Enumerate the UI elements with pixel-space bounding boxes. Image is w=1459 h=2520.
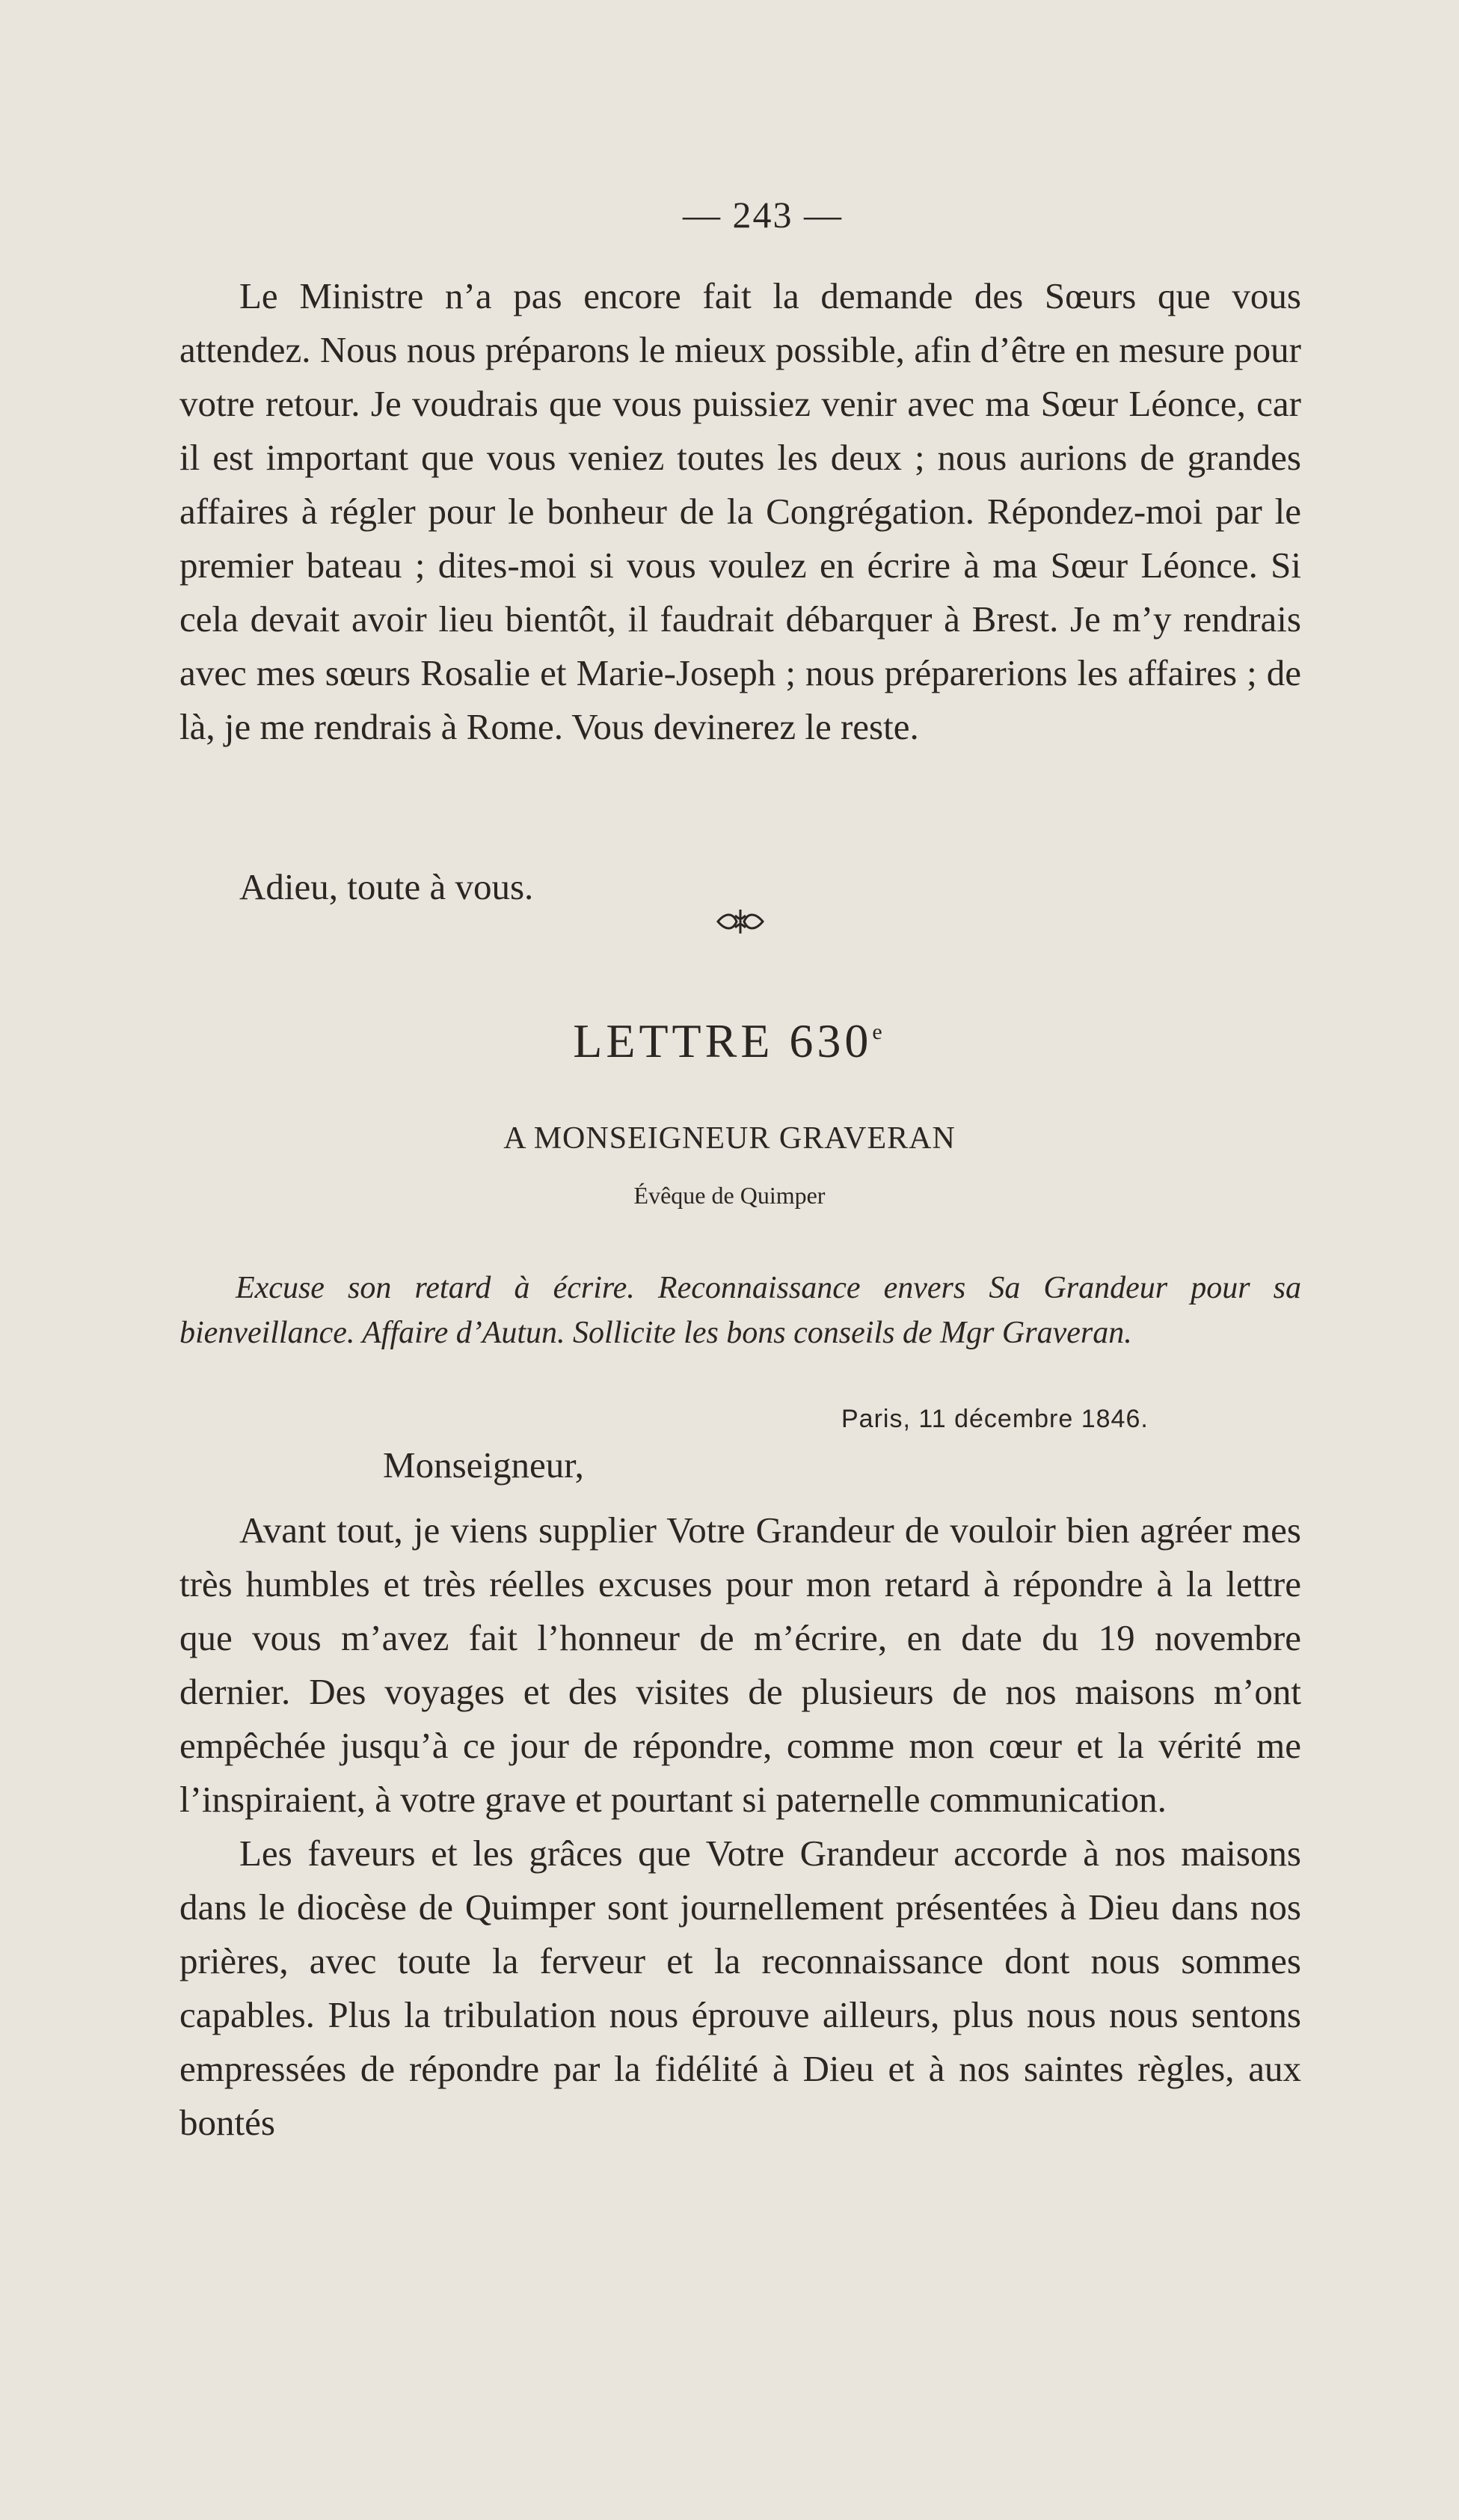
previous-letter-ending xyxy=(179,269,1301,754)
letter-salutation: Monseigneur, xyxy=(383,1444,584,1486)
letter-summary: Excuse son retard à écrire. Reconnaissance envers Sa Grandeur pour sa bienveillance. Affaire d’Autun. Sollicite les bons conseils de Mgr Graveran. xyxy=(179,1271,1301,1350)
letter-body xyxy=(179,1503,1301,2150)
letter-paragraph: Les faveurs et les grâces que Votre Grandeur accorde à nos maisons dans le diocèse de Quimper sont journellement présentées à Dieu dans nos prières, avec toute la ferveur et la reconnaissance dont nous sommes capables. Plus la tribulation nous éprouve ailleurs, plus nous nous sentons empressées de répondre par la fidélité à Dieu et à nos saintes règles, aux bontés xyxy=(179,1833,1301,2143)
letter-title-superscript: e xyxy=(872,1020,886,1044)
page-number: — 243 — xyxy=(683,194,843,236)
letter-paragraph: Avant tout, je viens supplier Votre Grandeur de vouloir bien agréer mes très humbles et très réelles excuses pour mon retard à répondre à la lettre que vous m’avez fait l’honneur de m’écrire, en date du 19 novembre dernier. Des voyages et des visites de plusieurs de nos maisons m’ont empêchée jusqu’à ce jour de répondre, comme mon cœur et la vérité me l’inspiraient, à votre grave et pourtant si paternelle communication. xyxy=(179,1509,1301,1820)
letter-title-text: LETTRE 630 xyxy=(573,1014,873,1067)
letter-addressee-subtitle: Évêque de Quimper xyxy=(633,1182,826,1209)
letter-title xyxy=(0,1014,1459,1069)
letter-addressee: A MONSEIGNEUR GRAVERAN xyxy=(503,1121,956,1156)
previous-letter-paragraph: Le Ministre n’a pas encore fait la demande des Sœurs que vous attendez. Nous nous préparons le mieux possible, afin d’être en mesure pour votre retour. Je voudrais que vous puissiez venir avec ma Sœur Léonce, car il est important que vous veniez toutes les deux ; nous aurions de grandes affaires à régler pour le bonheur de la Congrégation. Répondez-moi par le premier bateau ; dites-moi si vous voulez en écrire à ma Sœur Léonce. Si cela devait avoir lieu bientôt, il faudrait débarquer à Brest. Je m’y rendrais avec mes sœurs Rosalie et Marie-Joseph ; nous préparerions les affaires ; de là, je me rendrais à Rome. Vous devinerez le reste. xyxy=(179,275,1301,747)
previous-letter-closing: Adieu, toute à vous. xyxy=(239,866,534,907)
letter-date: Paris, 11 décembre 1846. xyxy=(841,1405,1149,1433)
fleuron-ornament-icon xyxy=(714,907,767,936)
